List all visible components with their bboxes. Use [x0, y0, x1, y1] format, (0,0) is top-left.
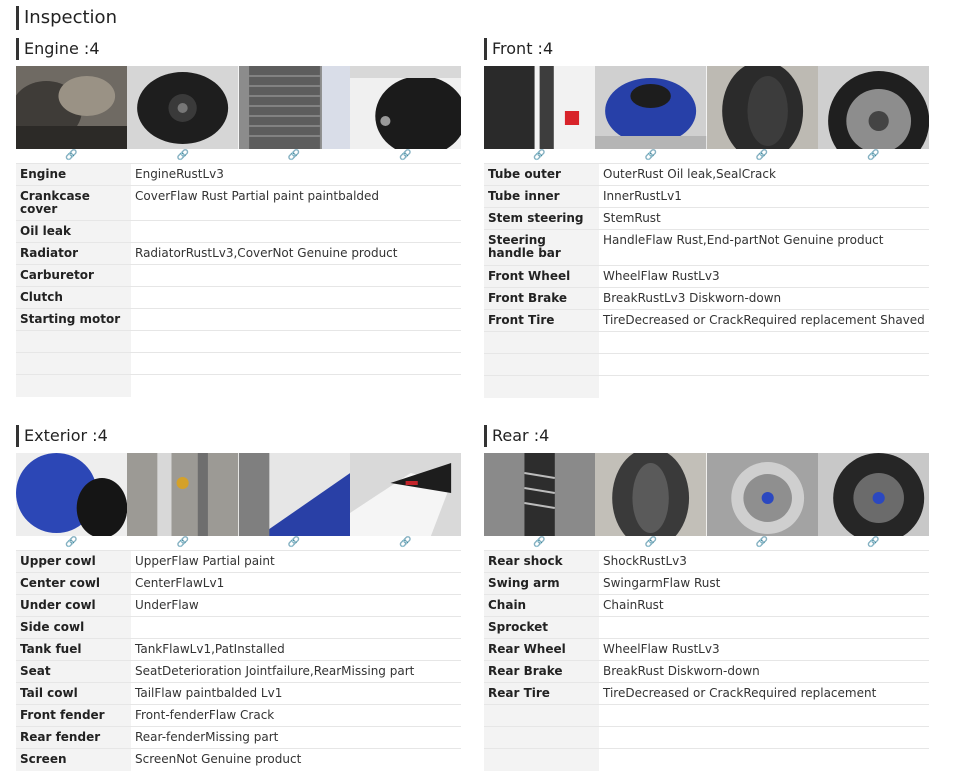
row-label: Sprocket: [484, 617, 599, 639]
row-value: WheelFlaw RustLv3: [599, 266, 929, 288]
row-value: WheelFlaw RustLv3: [599, 639, 929, 661]
link-icon[interactable]: 🔗: [867, 537, 880, 548]
row-label: Front Brake: [484, 288, 599, 310]
link-row-front: [484, 149, 929, 163]
table-row: [484, 727, 929, 749]
row-label: [16, 375, 131, 397]
front-photo-4[interactable]: [818, 66, 929, 149]
row-value: [131, 221, 461, 243]
row-label: Seat: [16, 661, 131, 683]
page-title: Inspection: [16, 6, 117, 30]
rear-photo-3[interactable]: [707, 453, 818, 536]
row-value: TireDecreased or CrackRequired replacement: [599, 683, 929, 705]
row-label: [16, 353, 131, 375]
row-value: TankFlawLv1,PatInstalled: [131, 639, 461, 661]
row-label: Carburetor: [16, 265, 131, 287]
row-label: Starting motor: [16, 309, 131, 331]
row-label: Screen: [16, 749, 131, 771]
row-label: Chain: [484, 595, 599, 617]
table-row: [16, 375, 461, 397]
row-label: Swing arm: [484, 573, 599, 595]
row-label: Engine: [16, 164, 131, 186]
row-label: [484, 376, 599, 398]
table-row: [16, 639, 461, 661]
table-row: [16, 265, 461, 287]
row-label: Crankcase cover: [16, 186, 131, 221]
row-value: [131, 309, 461, 331]
table-row: [16, 705, 461, 727]
table-row: [484, 617, 929, 639]
table-row: [484, 164, 929, 186]
table-row: [484, 573, 929, 595]
row-label: Tube inner: [484, 186, 599, 208]
row-value: BreakRust Diskworn-down: [599, 661, 929, 683]
row-label: Tube outer: [484, 164, 599, 186]
section-title-front: Front :4: [484, 38, 929, 60]
row-value: StemRust: [599, 208, 929, 230]
table-row: [16, 551, 461, 573]
front-table: [484, 163, 929, 398]
row-label: Stem steering: [484, 208, 599, 230]
row-label: Radiator: [16, 243, 131, 265]
row-value: [131, 331, 461, 353]
row-label: Front Wheel: [484, 266, 599, 288]
row-label: Upper cowl: [16, 551, 131, 573]
engine-section: [16, 38, 461, 397]
table-row: [16, 186, 461, 221]
table-row: [484, 705, 929, 727]
exterior-section: [16, 425, 461, 771]
table-row: [16, 331, 461, 353]
link-icon[interactable]: 🔗: [533, 150, 546, 161]
row-value: SwingarmFlaw Rust: [599, 573, 929, 595]
row-value: [131, 353, 461, 375]
row-label: Tank fuel: [16, 639, 131, 661]
row-label: [16, 331, 131, 353]
exterior-table: [16, 550, 461, 771]
table-row: [484, 551, 929, 573]
table-row: [16, 353, 461, 375]
row-value: SeatDeterioration Jointfailure,RearMissing part: [131, 661, 461, 683]
row-label: [484, 705, 599, 727]
front-photo-1[interactable]: [484, 66, 595, 149]
row-label: Side cowl: [16, 617, 131, 639]
row-value: HandleFlaw Rust,End-partNot Genuine product: [599, 230, 929, 266]
row-value: Front-fenderFlaw Crack: [131, 705, 461, 727]
row-value: TailFlaw paintbalded Lv1: [131, 683, 461, 705]
table-row: [16, 243, 461, 265]
rear-photo-2[interactable]: [595, 453, 706, 536]
table-row: [16, 595, 461, 617]
link-row-engine: [16, 149, 461, 163]
photo-strip-front: [484, 66, 929, 149]
link-icon[interactable]: 🔗: [867, 150, 880, 161]
row-label: Rear Brake: [484, 661, 599, 683]
link-icon[interactable]: 🔗: [287, 150, 301, 161]
link-icon[interactable]: 🔗: [644, 537, 658, 548]
row-value: [599, 376, 929, 398]
table-row: [484, 376, 929, 398]
photo-strip-exterior: [16, 453, 461, 536]
link-icon[interactable]: 🔗: [287, 537, 301, 548]
row-value: [131, 375, 461, 397]
row-value: [131, 287, 461, 309]
table-row: [484, 288, 929, 310]
row-value: [599, 332, 929, 354]
row-value: OuterRust Oil leak,SealCrack: [599, 164, 929, 186]
table-row: [16, 727, 461, 749]
table-row: [16, 309, 461, 331]
row-value: RadiatorRustLv3,CoverNot Genuine product: [131, 243, 461, 265]
exterior-photo-3[interactable]: [239, 453, 350, 536]
row-label: Center cowl: [16, 573, 131, 595]
row-label: Tail cowl: [16, 683, 131, 705]
row-label: Front fender: [16, 705, 131, 727]
table-row: [484, 749, 929, 771]
table-row: [484, 354, 929, 376]
table-row: [16, 683, 461, 705]
row-value: Rear-fenderMissing part: [131, 727, 461, 749]
link-icon[interactable]: 🔗: [399, 150, 412, 161]
photo-strip-rear: [484, 453, 929, 536]
row-value: ShockRustLv3: [599, 551, 929, 573]
link-icon[interactable]: 🔗: [533, 537, 546, 548]
link-icon[interactable]: 🔗: [644, 150, 658, 161]
row-label: Under cowl: [16, 595, 131, 617]
table-row: [16, 661, 461, 683]
row-label: Rear Tire: [484, 683, 599, 705]
table-row: [484, 186, 929, 208]
row-label: Oil leak: [16, 221, 131, 243]
row-value: UpperFlaw Partial paint: [131, 551, 461, 573]
table-row: [484, 683, 929, 705]
table-row: [484, 595, 929, 617]
row-value: ScreenNot Genuine product: [131, 749, 461, 771]
table-row: [484, 310, 929, 332]
row-label: Rear fender: [16, 727, 131, 749]
exterior-photo-4[interactable]: [350, 453, 461, 536]
row-value: CoverFlaw Rust Partial paint paintbalded: [131, 186, 461, 221]
table-row: [484, 661, 929, 683]
table-row: [484, 639, 929, 661]
table-row: [16, 749, 461, 771]
link-icon[interactable]: 🔗: [399, 537, 412, 548]
rear-photo-4[interactable]: [818, 453, 929, 536]
link-icon[interactable]: 🔗: [65, 537, 78, 548]
engine-photo-3[interactable]: [239, 66, 350, 149]
section-title-exterior: Exterior :4: [16, 425, 461, 447]
link-icon[interactable]: 🔗: [755, 150, 769, 161]
rear-photo-1[interactable]: [484, 453, 595, 536]
link-icon[interactable]: 🔗: [755, 537, 769, 548]
row-label: Rear Wheel: [484, 639, 599, 661]
link-row-exterior: [16, 536, 461, 550]
photo-strip-engine: [16, 66, 461, 149]
row-value: TireDecreased or CrackRequired replacement Shaved: [599, 310, 929, 332]
row-value: EngineRustLv3: [131, 164, 461, 186]
row-value: UnderFlaw: [131, 595, 461, 617]
engine-photo-1[interactable]: [16, 66, 127, 149]
link-icon[interactable]: 🔗: [176, 537, 190, 548]
front-photo-2[interactable]: [595, 66, 706, 149]
table-row: [484, 332, 929, 354]
link-icon[interactable]: 🔗: [176, 150, 190, 161]
row-label: Front Tire: [484, 310, 599, 332]
row-label: Clutch: [16, 287, 131, 309]
table-row: [16, 164, 461, 186]
row-value: [131, 265, 461, 287]
table-row: [484, 266, 929, 288]
row-label: [484, 332, 599, 354]
table-row: [16, 573, 461, 595]
row-value: CenterFlawLv1: [131, 573, 461, 595]
row-value: [599, 617, 929, 639]
table-row: [16, 287, 461, 309]
table-row: [484, 230, 929, 266]
row-label: [484, 354, 599, 376]
front-photo-3[interactable]: [707, 66, 818, 149]
exterior-photo-1[interactable]: [16, 453, 127, 536]
row-value: [599, 727, 929, 749]
exterior-photo-2[interactable]: [127, 453, 238, 536]
engine-photo-4[interactable]: [350, 66, 461, 149]
link-row-rear: [484, 536, 929, 550]
engine-table: [16, 163, 461, 397]
row-label: [484, 727, 599, 749]
row-value: BreakRustLv3 Diskworn-down: [599, 288, 929, 310]
section-title-engine: Engine :4: [16, 38, 461, 60]
engine-photo-2[interactable]: [127, 66, 238, 149]
row-label: Rear shock: [484, 551, 599, 573]
table-row: [16, 221, 461, 243]
table-row: [484, 208, 929, 230]
link-icon[interactable]: 🔗: [65, 150, 78, 161]
rear-table: [484, 550, 929, 771]
table-row: [16, 617, 461, 639]
row-label: Steering handle bar: [484, 230, 599, 266]
row-value: [599, 354, 929, 376]
rear-section: [484, 425, 929, 771]
row-value: ChainRust: [599, 595, 929, 617]
row-value: [131, 617, 461, 639]
section-title-rear: Rear :4: [484, 425, 929, 447]
front-section: [484, 38, 929, 398]
row-value: [599, 705, 929, 727]
row-value: InnerRustLv1: [599, 186, 929, 208]
row-label: [484, 749, 599, 771]
row-value: [599, 749, 929, 771]
